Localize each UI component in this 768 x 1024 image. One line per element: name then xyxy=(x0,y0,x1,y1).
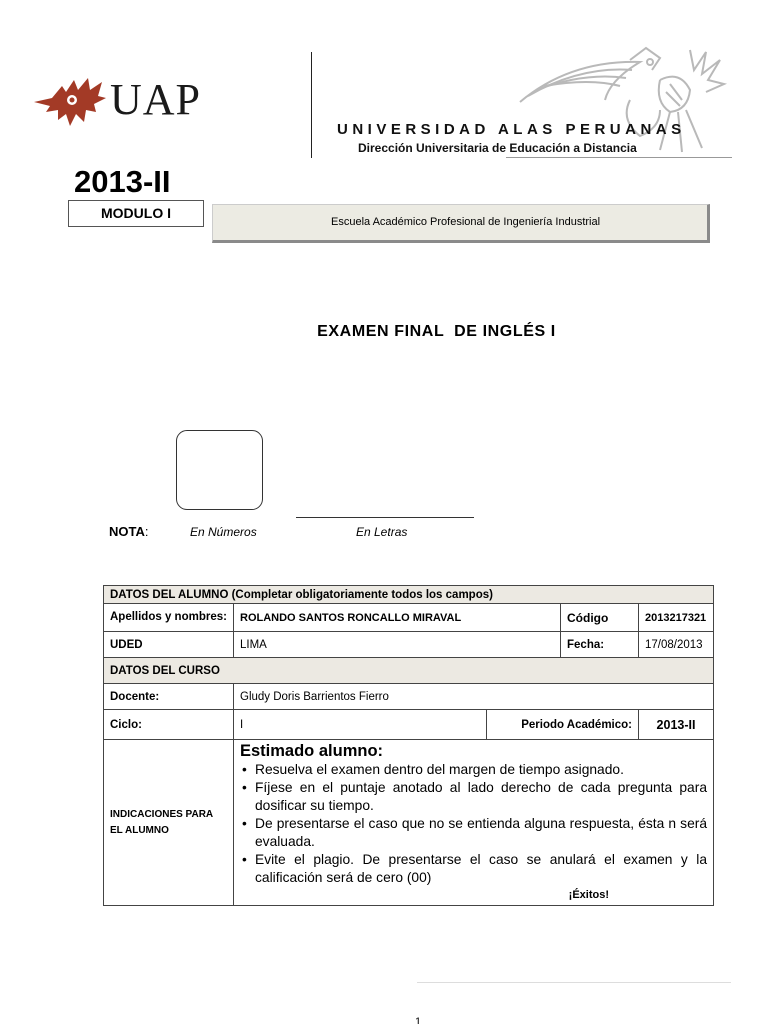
instruction-item: • Fíjese en el puntaje anotado al lado derecho de cada pregunta para dosificar su tiempo. xyxy=(240,779,707,815)
date-value: 17/08/2013 xyxy=(639,632,714,658)
student-data-table xyxy=(103,585,714,906)
period-heading: 2013-II xyxy=(74,164,171,199)
code-label: Código xyxy=(561,604,639,632)
names-label: Apellidos y nombres: xyxy=(104,604,234,632)
header-underline xyxy=(506,157,732,158)
period-value: 2013-II xyxy=(639,710,714,740)
cycle-label: Ciclo: xyxy=(104,710,234,740)
instructions-closing: ¡Éxitos! xyxy=(568,889,610,901)
exam-title: EXAMEN FINAL DE INGLÉS I xyxy=(317,323,556,340)
uap-logo xyxy=(32,72,222,130)
instruction-item: • Resuelva el examen dentro del margen de tiempo asignado. xyxy=(240,761,707,779)
course-section-title: DATOS DEL CURSO xyxy=(104,658,714,684)
nota-label-text: NOTA xyxy=(109,524,145,539)
direction-name: Dirección Universitaria de Educación a Distancia xyxy=(358,141,637,155)
grade-letters-line[interactable] xyxy=(296,517,474,518)
grade-numbers-box[interactable] xyxy=(176,430,263,510)
teacher-label: Docente: xyxy=(104,684,234,710)
footer-line xyxy=(417,982,731,983)
code-value: 2013217321 xyxy=(639,604,714,632)
instruction-item: • De presentarse el caso que no se entienda alguna respuesta, ésta n será evaluada. xyxy=(240,815,707,851)
instructions-greeting: Estimado alumno: xyxy=(240,742,384,760)
nota-colon: : xyxy=(144,524,149,539)
school-box: Escuela Académico Profesional de Ingeniería Industrial xyxy=(212,204,710,243)
logo-text: UAP xyxy=(110,75,202,124)
letters-label: En Letras xyxy=(356,525,408,539)
instructions-label-cell xyxy=(104,740,234,906)
uded-label: UDED xyxy=(104,632,234,658)
instructions-label: INDICACIONES PARA EL ALUMNO xyxy=(110,808,213,836)
nota-label xyxy=(109,524,149,539)
period-label: Periodo Académico: xyxy=(487,710,639,740)
numbers-label: En Números xyxy=(190,525,257,539)
eagle-emblem-icon xyxy=(32,72,108,130)
instructions-cell xyxy=(234,740,714,906)
date-label: Fecha: xyxy=(561,632,639,658)
header-divider xyxy=(311,52,312,158)
names-value: ROLANDO SANTOS RONCALLO MIRAVAL xyxy=(234,604,561,632)
teacher-value: Gludy Doris Barrientos Fierro xyxy=(234,684,714,710)
instruction-item: • Evite el plagio. De presentarse el caso se anulará el examen y la calificación será de cero (00) xyxy=(240,851,707,887)
instructions-list xyxy=(240,761,707,887)
university-name: UNIVERSIDAD ALAS PERUANAS xyxy=(337,121,686,138)
cycle-value: I xyxy=(234,710,487,740)
student-section-title: DATOS DEL ALUMNO (Completar obligatoriamente todos los campos) xyxy=(104,586,714,604)
page-number: 1 xyxy=(415,1016,422,1024)
uded-value: LIMA xyxy=(234,632,561,658)
module-box: MODULO I xyxy=(68,200,204,227)
